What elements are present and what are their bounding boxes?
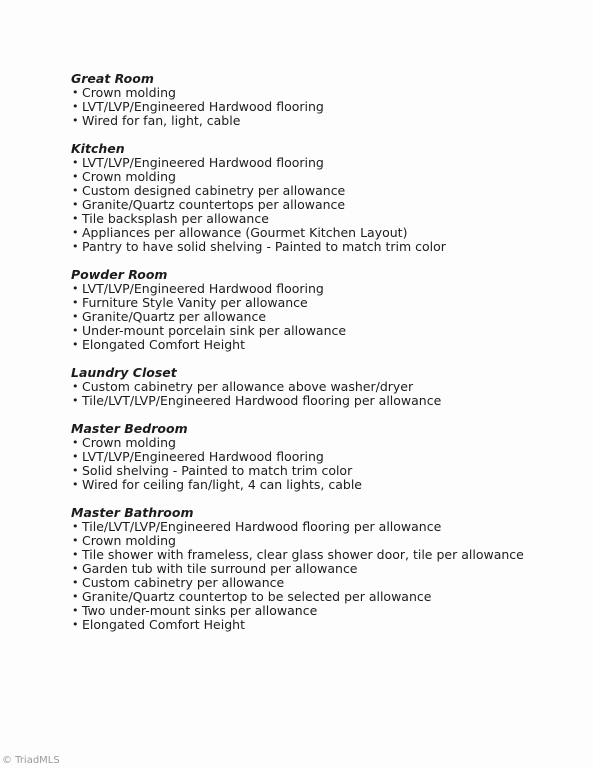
bullet-icon: • — [72, 562, 79, 575]
item-text: Crown molding — [82, 435, 176, 450]
item-text: Tile/LVT/LVP/Engineered Hardwood flooring per allowance — [82, 519, 442, 534]
item-list — [71, 86, 581, 128]
item-text: Tile backsplash per allowance — [82, 211, 269, 226]
list-item — [71, 464, 581, 478]
item-text: Granite/Quartz countertops per allowance — [82, 197, 346, 212]
list-item — [71, 590, 581, 604]
item-text: LVT/LVP/Engineered Hardwood flooring — [82, 449, 324, 464]
item-text: Tile shower with frameless, clear glass shower door, tile per allowance — [82, 547, 524, 562]
item-text: Crown molding — [82, 85, 176, 100]
section-kitchen — [71, 142, 581, 254]
list-item — [71, 324, 581, 338]
bullet-icon: • — [72, 576, 79, 589]
list-item — [71, 240, 581, 254]
list-item — [71, 548, 581, 562]
bullet-icon: • — [72, 296, 79, 309]
section-great-room — [71, 72, 581, 128]
list-item — [71, 618, 581, 632]
item-text: Pantry to have solid shelving - Painted to match trim color — [82, 239, 446, 254]
item-text: Granite/Quartz per allowance — [82, 309, 267, 324]
bullet-icon: • — [72, 324, 79, 337]
bullet-icon: • — [72, 310, 79, 323]
section-spacer — [71, 128, 581, 142]
item-list — [71, 436, 581, 492]
list-item — [71, 184, 581, 198]
item-text: Under-mount porcelain sink per allowance — [82, 323, 347, 338]
section-title: Kitchen — [71, 141, 125, 156]
bullet-icon: • — [72, 114, 79, 127]
bullet-icon: • — [72, 198, 79, 211]
section-master-bathroom — [71, 506, 581, 632]
list-item — [71, 478, 581, 492]
item-list — [71, 380, 581, 408]
section-spacer — [71, 352, 581, 366]
section-master-bedroom — [71, 422, 581, 492]
list-item — [71, 114, 581, 128]
item-text: Crown molding — [82, 169, 176, 184]
list-item — [71, 156, 581, 170]
item-text: Elongated Comfort Height — [82, 617, 245, 632]
bullet-icon: • — [72, 380, 79, 393]
item-text: Elongated Comfort Height — [82, 337, 245, 352]
bullet-icon: • — [72, 618, 79, 631]
item-text: Wired for ceiling fan/light, 4 can lights, cable — [82, 477, 362, 492]
item-list — [71, 156, 581, 254]
section-title: Master Bedroom — [71, 421, 188, 436]
list-item — [71, 282, 581, 296]
list-item — [71, 394, 581, 408]
item-text: Furniture Style Vanity per allowance — [82, 295, 308, 310]
item-text: Wired for fan, light, cable — [82, 113, 241, 128]
section-title: Master Bathroom — [71, 505, 194, 520]
list-item — [71, 534, 581, 548]
section-powder-room — [71, 268, 581, 352]
bullet-icon: • — [72, 240, 79, 253]
bullet-icon: • — [72, 184, 79, 197]
item-text: Tile/LVT/LVP/Engineered Hardwood flooring per allowance — [82, 393, 442, 408]
list-item — [71, 436, 581, 450]
bullet-icon: • — [72, 170, 79, 183]
item-text: Crown molding — [82, 533, 176, 548]
bullet-icon: • — [72, 338, 79, 351]
item-text: LVT/LVP/Engineered Hardwood flooring — [82, 99, 324, 114]
item-list — [71, 520, 581, 632]
bullet-icon: • — [72, 156, 79, 169]
bullet-icon: • — [72, 100, 79, 113]
section-spacer — [71, 408, 581, 422]
list-item — [71, 380, 581, 394]
bullet-icon: • — [72, 212, 79, 225]
list-item — [71, 198, 581, 212]
list-item — [71, 520, 581, 534]
list-item — [71, 296, 581, 310]
bullet-icon: • — [72, 450, 79, 463]
section-title: Powder Room — [71, 267, 168, 282]
bullet-icon: • — [72, 436, 79, 449]
list-item — [71, 86, 581, 100]
list-item — [71, 338, 581, 352]
item-text: Appliances per allowance (Gourmet Kitchen Layout) — [82, 225, 408, 240]
bullet-icon: • — [72, 464, 79, 477]
item-text: Two under-mount sinks per allowance — [82, 603, 318, 618]
list-item — [71, 170, 581, 184]
bullet-icon: • — [72, 604, 79, 617]
item-text: Custom designed cabinetry per allowance — [82, 183, 346, 198]
item-text: Garden tub with tile surround per allowance — [82, 561, 358, 576]
list-item — [71, 450, 581, 464]
section-laundry-closet — [71, 366, 581, 408]
feature-list — [71, 72, 581, 632]
list-item — [71, 212, 581, 226]
section-spacer — [71, 254, 581, 268]
item-text: Solid shelving - Painted to match trim color — [82, 463, 353, 478]
bullet-icon: • — [72, 394, 79, 407]
section-title: Laundry Closet — [71, 365, 177, 380]
item-text: LVT/LVP/Engineered Hardwood flooring — [82, 155, 324, 170]
list-item — [71, 562, 581, 576]
list-item — [71, 100, 581, 114]
bullet-icon: • — [72, 590, 79, 603]
list-item — [71, 576, 581, 590]
bullet-icon: • — [72, 226, 79, 239]
bullet-icon: • — [72, 534, 79, 547]
item-text: Granite/Quartz countertop to be selected per allowance — [82, 589, 432, 604]
item-list — [71, 282, 581, 352]
bullet-icon: • — [72, 282, 79, 295]
bullet-icon: • — [72, 478, 79, 491]
list-item — [71, 226, 581, 240]
mls-watermark: © TriadMLS — [2, 755, 60, 766]
list-item — [71, 604, 581, 618]
item-text: Custom cabinetry per allowance above washer/dryer — [82, 379, 414, 394]
bullet-icon: • — [72, 548, 79, 561]
item-text: LVT/LVP/Engineered Hardwood flooring — [82, 281, 324, 296]
bullet-icon: • — [72, 86, 79, 99]
list-item — [71, 310, 581, 324]
section-title: Great Room — [71, 71, 154, 86]
item-text: Custom cabinetry per allowance — [82, 575, 285, 590]
section-spacer — [71, 492, 581, 506]
bullet-icon: • — [72, 520, 79, 533]
